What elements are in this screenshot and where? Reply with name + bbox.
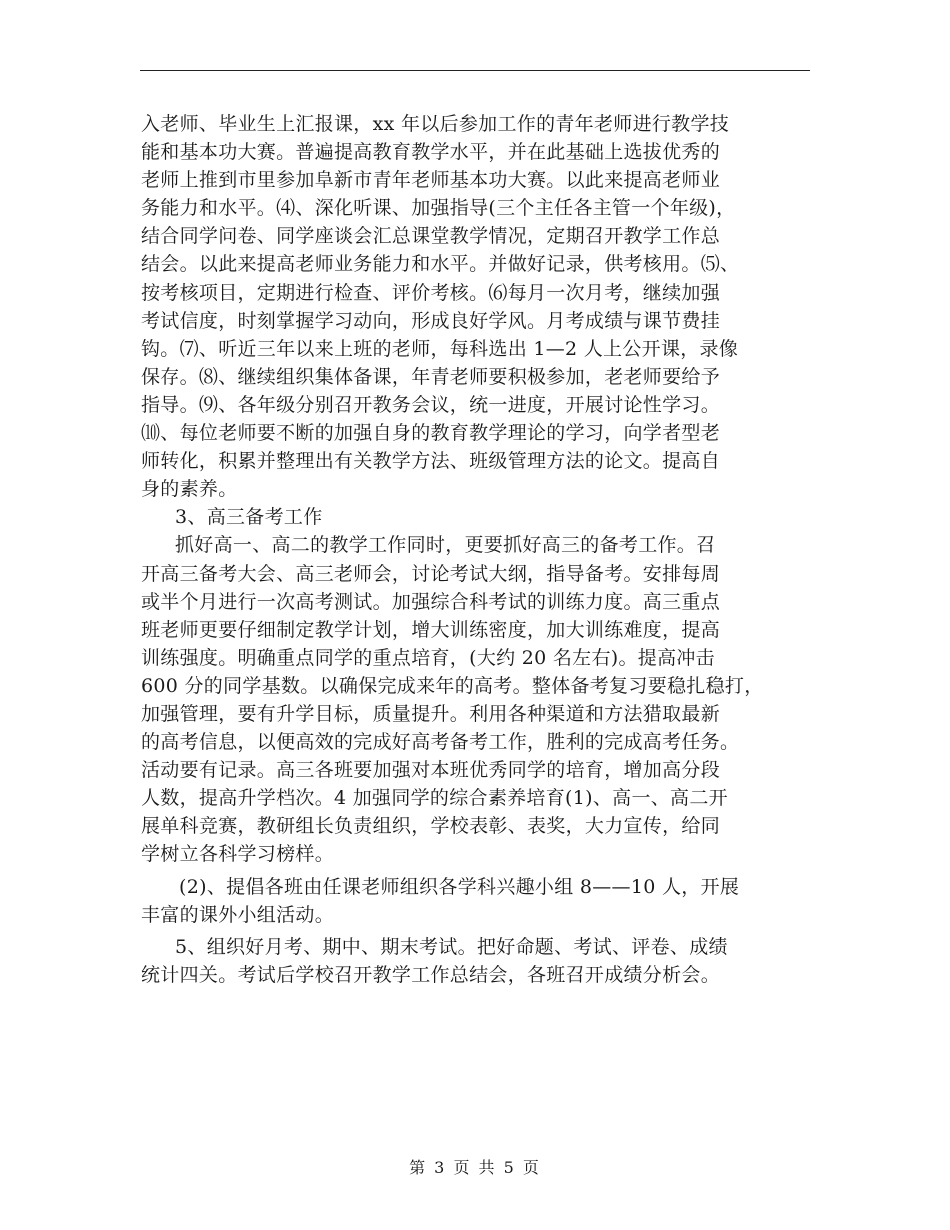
text-line: 训练强度。明确重点同学的重点培育，(大约 20 名左右)。提高冲击 xyxy=(141,646,715,669)
text-line: 5、组织好月考、期中、期末考试。把好命题、考试、评卷、成绩 xyxy=(175,935,728,958)
text-line: (2)、提倡各班由任课老师组织各学科兴趣小组 8——10 人，开展 xyxy=(179,875,740,898)
text-line: 或半个月进行一次高考测试。加强综合科考试的训练力度。高三重点 xyxy=(141,590,721,613)
header-rule xyxy=(140,70,810,71)
text-line: 活动要有记录。高三各班要加强对本班优秀同学的培育，增加高分段 xyxy=(141,759,721,782)
document-body xyxy=(141,110,811,989)
text-line: 的高考信息，以便高效的完成好高考备考工作，胜利的完成高考任务。 xyxy=(141,731,740,754)
text-line: 身的素养。 xyxy=(141,478,238,501)
text-line: 丰富的课外小组活动。 xyxy=(141,903,335,926)
text-line: 结会。以此来提高老师业务能力和水平。并做好记录，供考核用。⑸、 xyxy=(141,253,740,276)
text-line: 展单科竞赛，教研组长负责组织，学校表彰、表奖，大力宣传，给同 xyxy=(141,815,721,838)
section-heading-3: 3、高三备考工作 xyxy=(175,506,323,529)
text-line: 老师上推到市里参加阜新市青年老师基本功大赛。以此来提高老师业 xyxy=(141,169,721,192)
text-line: 考试信度，时刻掌握学习动向，形成良好学风。月考成绩与课节费挂 xyxy=(141,309,721,332)
text-line: 能和基本功大赛。普遍提高教育教学水平，并在此基础上选拔优秀的 xyxy=(141,141,721,164)
text-line: 统计四关。考试后学校召开教学工作总结会，各班召开成绩分析会。 xyxy=(141,963,721,986)
text-line: 入老师、毕业生上汇报课，xx 年以后参加工作的青年老师进行教学技 xyxy=(141,113,730,135)
text-line: ⑽、每位老师要不断的加强自身的教育教学理论的学习，向学者型老 xyxy=(141,422,721,445)
text-line: 结合同学问卷、同学座谈会汇总课堂教学情况，定期召开教学工作总 xyxy=(141,225,721,248)
text-line: 保存。⑻、继续组织集体备课，年青老师要积极参加，老老师要给予 xyxy=(141,365,721,388)
text-line: 指导。⑼、各年级分别召开教务会议，统一进度，开展讨论性学习。 xyxy=(141,393,721,416)
text-line: 开高三备考大会、高三老师会，讨论考试大纲，指导备考。安排每周 xyxy=(141,562,721,585)
text-line: 抓好高一、高二的教学工作同时，更要抓好高三的备考工作。召 xyxy=(175,534,716,557)
text-line: 学树立各科学习榜样。 xyxy=(141,843,335,866)
text-line: 钩。⑺、听近三年以来上班的老师，每科选出 1—2 人上公开课，录像 xyxy=(141,337,739,360)
text-line: 600 分的同学基数。以确保完成来年的高考。整体备考复习要稳扎稳打， xyxy=(141,674,764,697)
text-line: 务能力和水平。⑷、深化听课、加强指导(三个主任各主管一个年级)， xyxy=(141,197,736,220)
text-line: 师转化，积累并整理出有关教学方法、班级管理方法的论文。提高自 xyxy=(141,450,721,473)
text-line: 班老师更要仔细制定教学计划，增大训练密度，加大训练难度，提高 xyxy=(141,618,721,641)
text-line: 按考核项目，定期进行检查、评价考核。⑹每月一次月考，继续加强 xyxy=(141,281,721,304)
page-footer: 第 3 页 共 5 页 xyxy=(409,1158,541,1177)
text-line: 人数，提高升学档次。4 加强同学的综合素养培育(1)、高一、高二开 xyxy=(141,787,728,810)
text-line: 加强管理，要有升学目标，质量提升。利用各种渠道和方法猎取最新 xyxy=(141,702,721,725)
